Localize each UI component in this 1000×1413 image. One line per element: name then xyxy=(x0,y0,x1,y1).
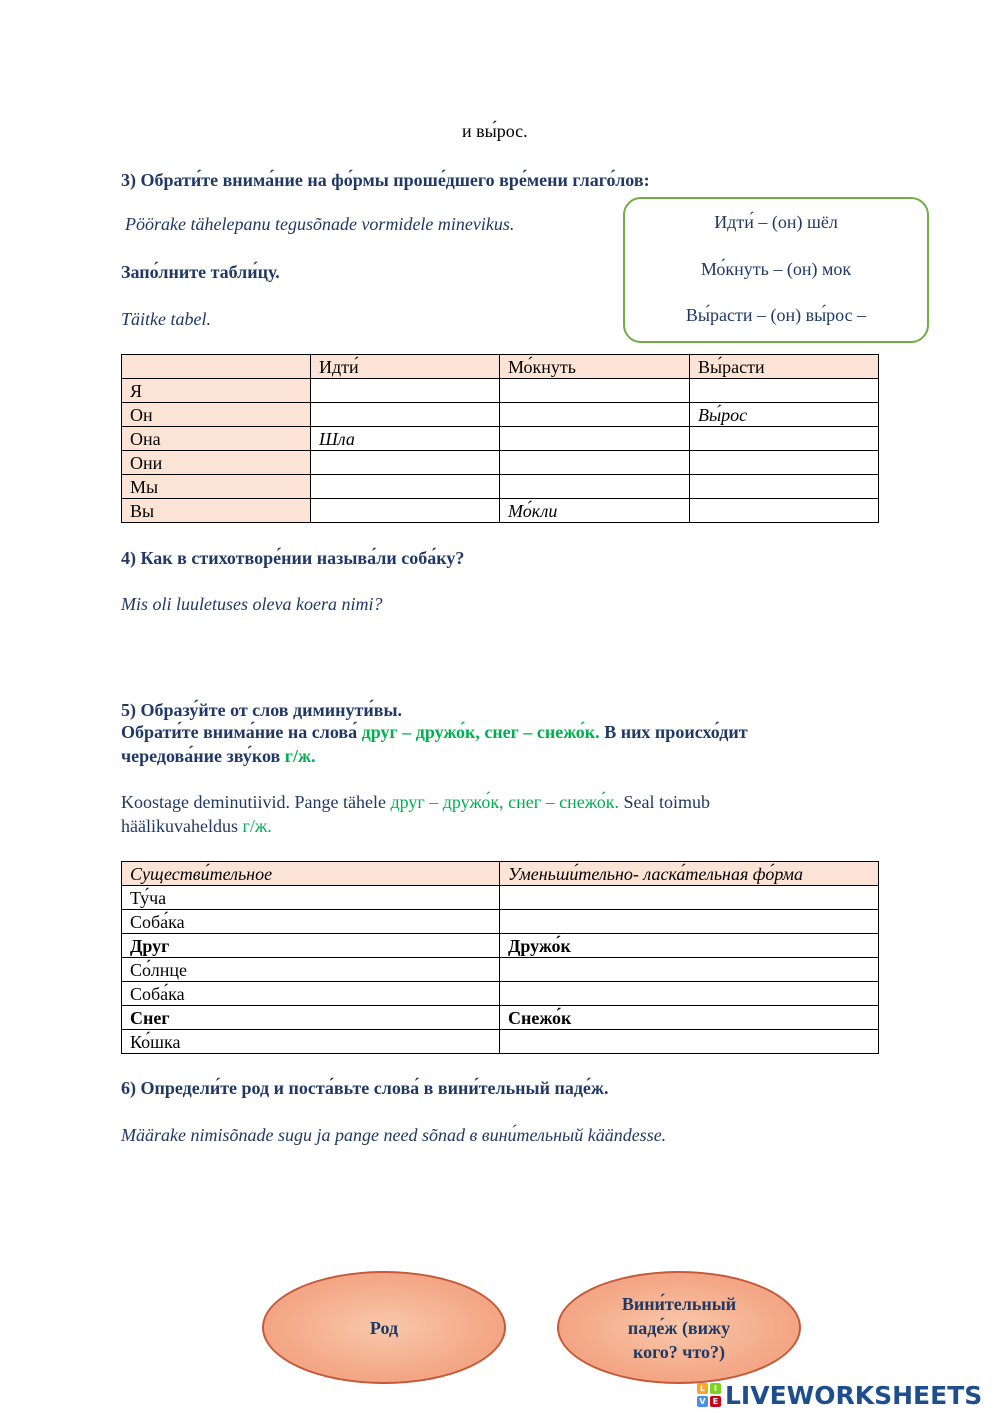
answer-cell[interactable] xyxy=(500,982,879,1006)
example-cell: Вы́рос xyxy=(690,403,879,427)
callout-line-2: Мо́кнуть – (он) мок xyxy=(700,259,852,279)
section5-et-text: Koostage deminutiivid. Pange tähele xyxy=(121,792,391,812)
diminutive-table xyxy=(121,861,879,1054)
answer-cell[interactable] xyxy=(690,451,879,475)
section5-et-line2 xyxy=(121,816,272,837)
answer-cell[interactable] xyxy=(500,1030,879,1054)
gender-oval-label: Род xyxy=(369,1317,399,1338)
logo-text: LIVEWORKSHEETS xyxy=(725,1380,983,1410)
answer-cell[interactable] xyxy=(690,499,879,523)
verb-table xyxy=(121,354,879,523)
logo-mark-tile: I xyxy=(710,1383,721,1394)
answer-cell[interactable] xyxy=(690,475,879,499)
table-row xyxy=(122,982,879,1006)
answer-cell[interactable] xyxy=(500,958,879,982)
answer-cell[interactable] xyxy=(500,403,690,427)
diminutive-table-header xyxy=(122,862,879,886)
table-row xyxy=(122,427,879,451)
answer-cell[interactable] xyxy=(311,451,500,475)
header-cell: Существи́тельное xyxy=(122,862,500,886)
section5-et-example: друг – дружо́к, снег – снежо́к. xyxy=(390,792,619,812)
section5-line3 xyxy=(121,746,316,767)
table-row xyxy=(122,475,879,499)
section3-instruction-et: Täitke tabel. xyxy=(121,309,211,329)
table-row xyxy=(122,886,879,910)
section5-line3-text: чередова́ние зву́ков xyxy=(121,746,285,766)
section5-line2-text-end: В них происхо́дит xyxy=(599,722,748,742)
table-row xyxy=(122,499,879,523)
table-row xyxy=(122,934,879,958)
header-cell xyxy=(122,355,311,379)
section3-heading: 3) Обрати́те внима́ние на фо́рмы проше́дшего вре́мени глаго́лов: xyxy=(121,170,650,190)
answer-cell[interactable] xyxy=(690,379,879,403)
pronoun-cell: Она xyxy=(122,427,311,451)
example-cell: Шла xyxy=(311,427,500,451)
example-cell: Дружо́к xyxy=(500,934,879,958)
section3-instruction: Запо́лните табли́цу. xyxy=(121,262,280,282)
table-row xyxy=(122,1030,879,1054)
pronoun-cell: Они xyxy=(122,451,311,475)
section5-et-text2: häälikuvaheldus xyxy=(121,816,243,836)
noun-cell: Соба́ка xyxy=(122,910,500,934)
table-row xyxy=(122,1006,879,1030)
section6-instruction-et: Määrake nimisõnade sugu ja pange need sõnad в вини́тельный käändesse. xyxy=(121,1125,667,1145)
answer-cell[interactable] xyxy=(500,910,879,934)
accusative-oval[interactable] xyxy=(557,1271,801,1384)
logo-mark-tile: V xyxy=(697,1396,708,1407)
answer-cell[interactable] xyxy=(311,499,500,523)
section5-et-text-end: Seal toimub xyxy=(619,792,710,812)
section5-et-example2: г/ж. xyxy=(242,816,272,836)
section5-heading: 5) Образу́йте от слов диминути́вы. xyxy=(121,700,402,720)
header-cell: Мо́кнуть xyxy=(500,355,690,379)
logo-mark-icon xyxy=(697,1383,721,1407)
pronoun-cell: Мы xyxy=(122,475,311,499)
section3-heading-et: Pöörake tähelepanu tegusõnade vormidele minevikus. xyxy=(125,214,515,234)
gender-oval[interactable] xyxy=(262,1271,506,1384)
answer-cell[interactable] xyxy=(500,451,690,475)
section5-line2-text: Обрати́те внима́ние на слова́ xyxy=(121,722,362,742)
table-row xyxy=(122,958,879,982)
verb-callout-box xyxy=(623,197,929,343)
answer-cell[interactable] xyxy=(500,379,690,403)
pronoun-cell: Он xyxy=(122,403,311,427)
table-row xyxy=(122,379,879,403)
table-row xyxy=(122,910,879,934)
answer-cell[interactable] xyxy=(311,403,500,427)
pronoun-cell: Я xyxy=(122,379,311,403)
accusative-oval-line-3: кого? что?) xyxy=(632,1341,726,1362)
callout-line-3: Вы́расти – (он) вы́рос – xyxy=(685,305,867,325)
noun-cell: Друг xyxy=(122,934,500,958)
accusative-oval-line-2: паде́ж (вижу xyxy=(627,1317,731,1338)
section5-line2 xyxy=(121,722,748,743)
example-cell: Мо́кли xyxy=(500,499,690,523)
logo-mark-tile: E xyxy=(710,1396,721,1407)
accusative-oval-line-1: Вини́тельный xyxy=(621,1293,737,1314)
answer-cell[interactable] xyxy=(690,427,879,451)
answer-cell[interactable] xyxy=(311,475,500,499)
accusative-oval-label xyxy=(622,1292,736,1364)
section6-heading: 6) Определи́те род и поста́вьте слова́ в вини́тельный паде́ж. xyxy=(121,1078,609,1098)
answer-cell[interactable] xyxy=(500,427,690,451)
table-row xyxy=(122,403,879,427)
section4-question-et: Mis oli luuletuses oleva koera nimi? xyxy=(121,594,383,614)
noun-cell: Ту́ча xyxy=(122,886,500,910)
top-line: и вы́рос. xyxy=(462,121,528,141)
liveworksheets-logo xyxy=(697,1378,982,1412)
noun-cell: Со́лнце xyxy=(122,958,500,982)
noun-cell: Ко́шка xyxy=(122,1030,500,1054)
noun-cell: Снег xyxy=(122,1006,500,1030)
pronoun-cell: Вы xyxy=(122,499,311,523)
header-cell: Уменьши́тельно- ласка́тельная фо́рма xyxy=(500,862,879,886)
header-cell: Вы́расти xyxy=(690,355,879,379)
example-cell: Снежо́к xyxy=(500,1006,879,1030)
table-row xyxy=(122,451,879,475)
section5-line3-example: г/ж. xyxy=(284,746,316,766)
section5-et-line1 xyxy=(121,792,710,813)
section4-heading: 4) Как в стихотворе́нии называ́ли соба́ку? xyxy=(121,548,465,568)
answer-cell[interactable] xyxy=(500,475,690,499)
verb-table-header xyxy=(122,355,879,379)
header-cell: Идти́ xyxy=(311,355,500,379)
section5-line2-example: друг – дружо́к, снег – снежо́к. xyxy=(361,722,600,742)
logo-mark-tile: L xyxy=(697,1383,708,1394)
answer-cell[interactable] xyxy=(500,886,879,910)
answer-cell[interactable] xyxy=(311,379,500,403)
noun-cell: Соба́ка xyxy=(122,982,500,1006)
callout-line-1: Идти́ – (он) шёл xyxy=(714,212,838,232)
